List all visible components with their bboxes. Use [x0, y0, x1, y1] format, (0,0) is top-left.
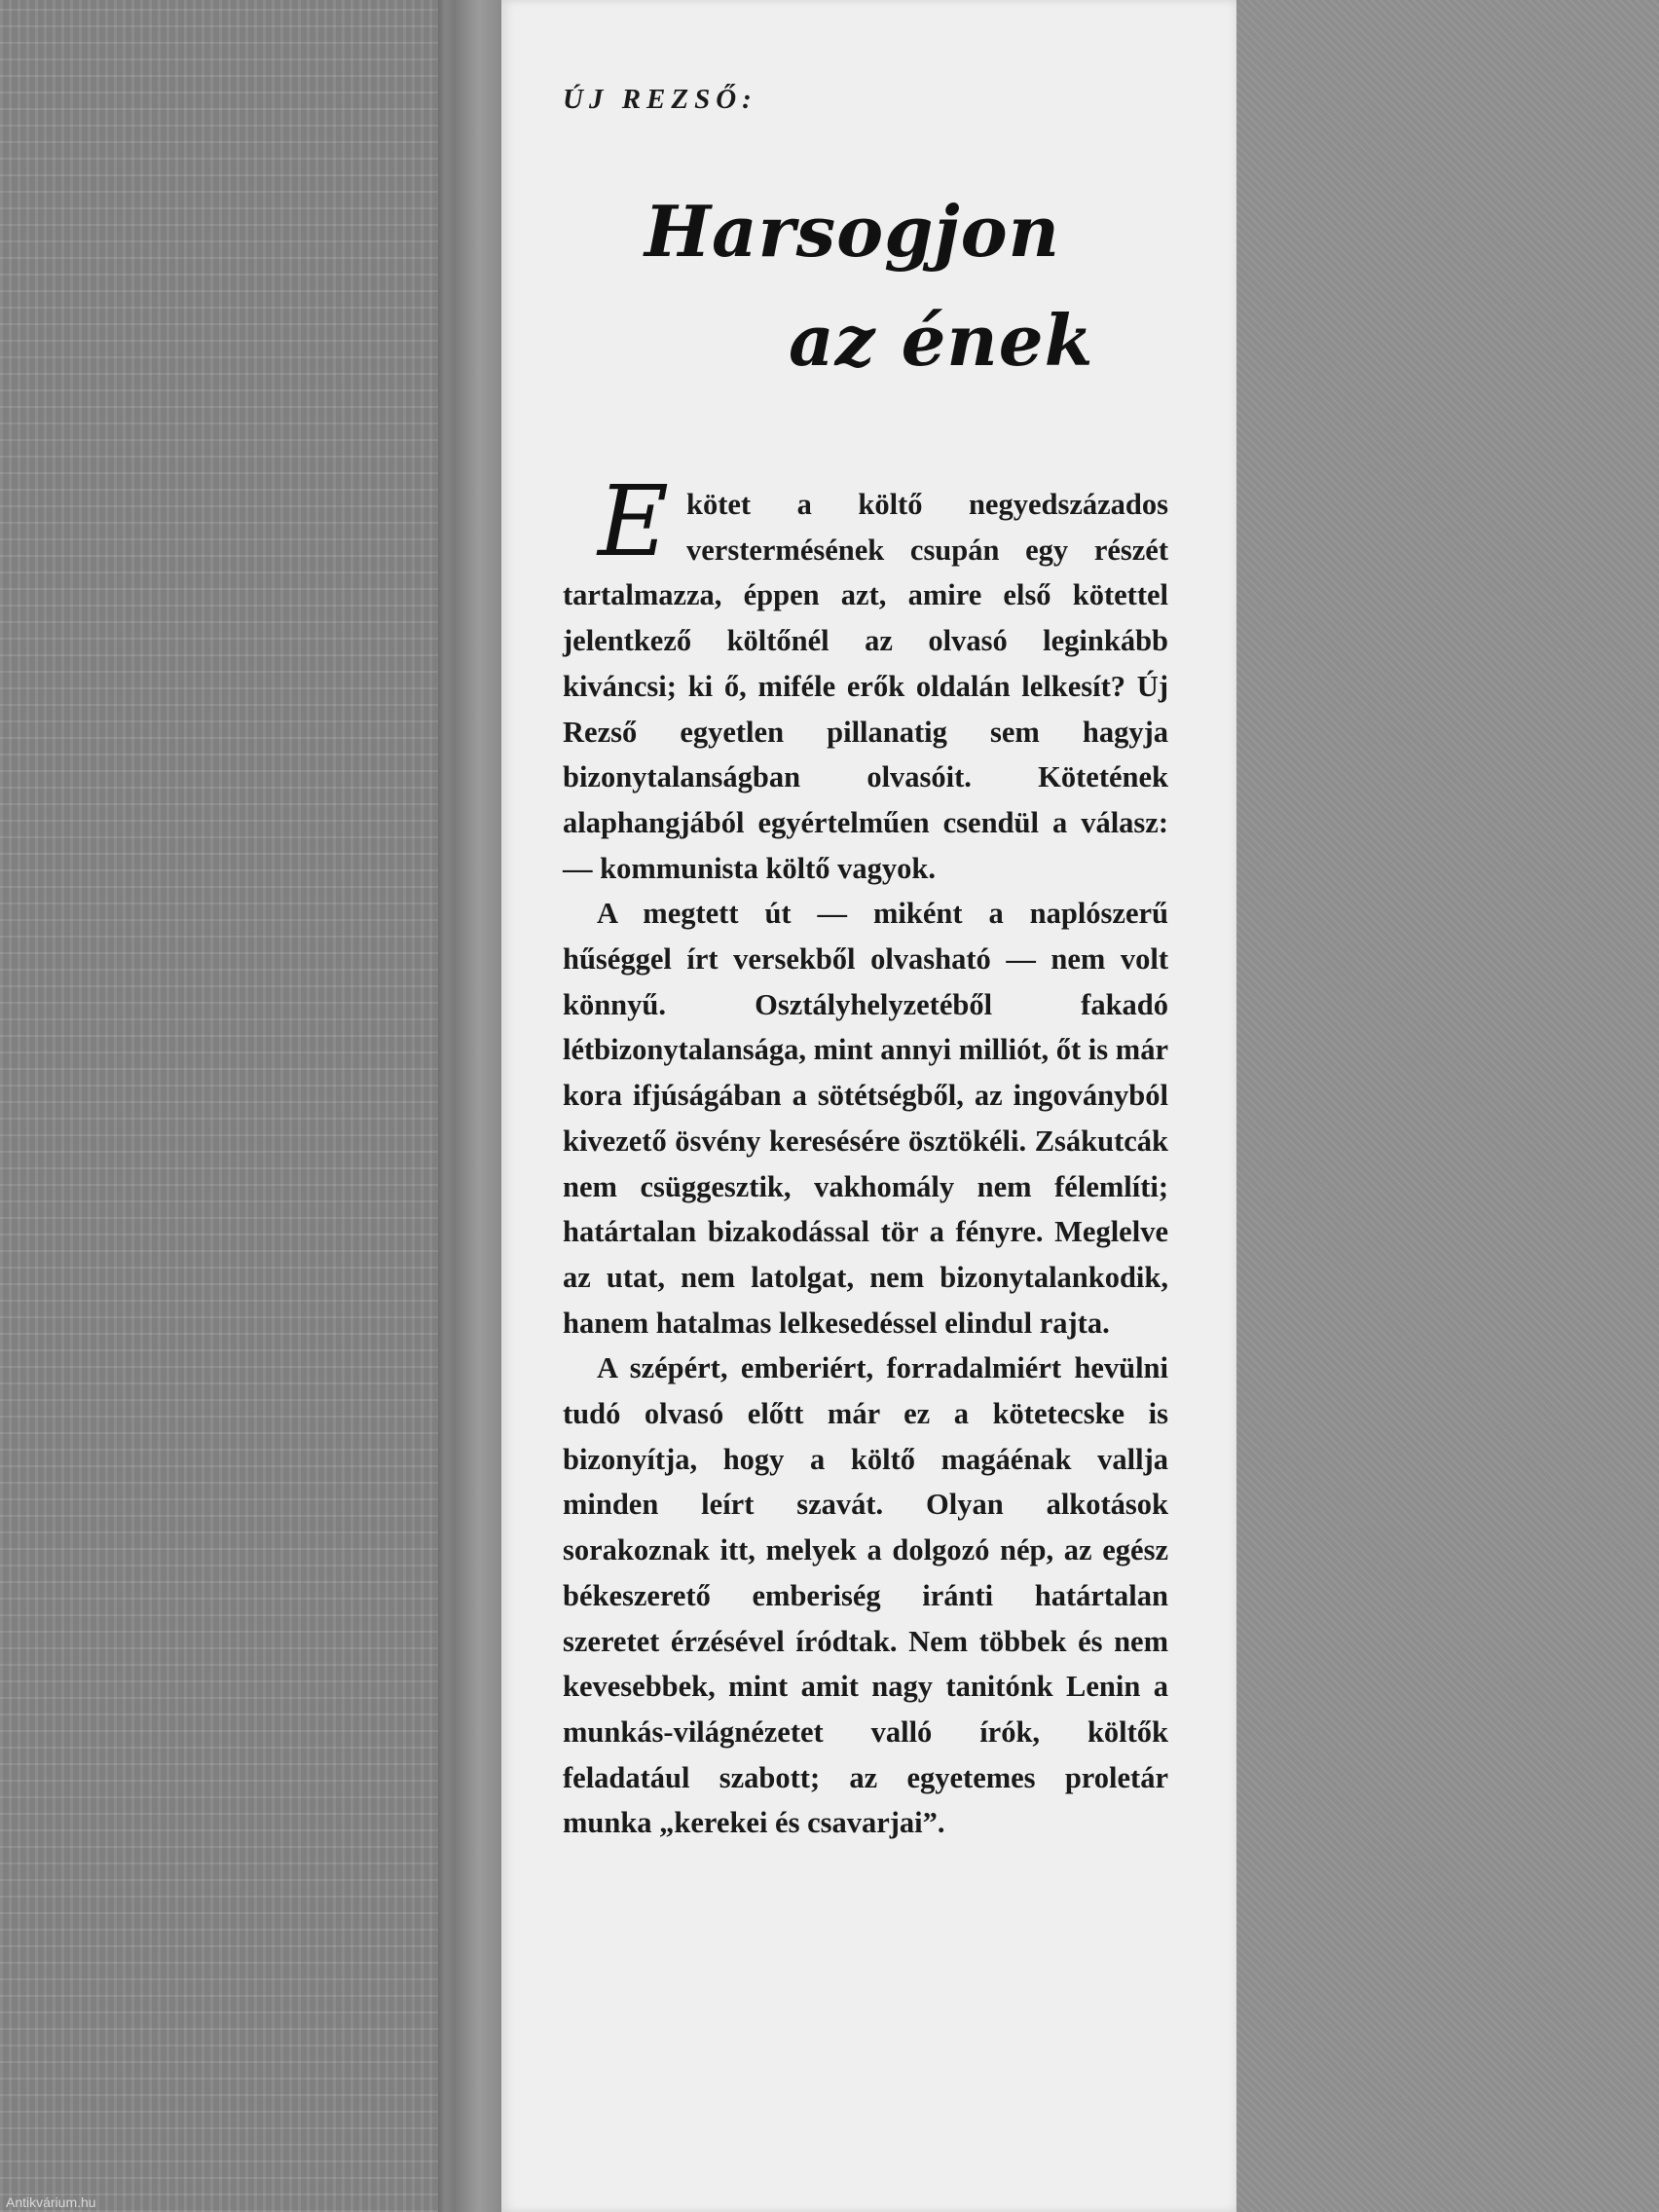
title-line-2: az ének [789, 299, 1094, 382]
drop-cap: E [598, 464, 669, 578]
watermark: Antikvárium.hu [6, 2194, 96, 2210]
paragraph-2: A megtett út — miként a naplószerű hűséggel írt versekből olvasható — nem volt könnyű. Osztályhelyzetéből fakadó létbizonytalansága, mint annyi milliót, őt is már kora ifjúságában a sötétségből, az ingoványból kivezető ösvény keresésére ösztökéli. Zsákutcák nem csüggesztik, vakhomály nem félemlíti; határtalan bizakodással tör a fényre. Meglelve az utat, nem latolgat, nem bizonytalankodik, hanem hatalmas lelkesedéssel elindul rajta. [563, 897, 1168, 1340]
blurb-text [563, 464, 1168, 1846]
title-line-1: Harsogjon [645, 190, 1060, 273]
right-book-board [1236, 0, 1659, 2212]
paragraph-1-text: kötet a költő negyedszázados verstermésének csupán egy részét tartalmazza, éppen azt, amire első kötettel jelentkező költőnél az olvasó leginkább kiváncsi; ki ő, miféle erők oldalán lelkesít? Új Rezső egyetlen pillanatig sem hagyja bizonytalanságban olvasóit. Kötetének alaphangjából egyértelműen csendül a válasz: — kommunista költő vagyok. [563, 488, 1168, 885]
board-seam [438, 0, 456, 2212]
paragraph-1 [563, 464, 1168, 891]
book-spine [456, 0, 501, 2212]
left-book-board [0, 0, 438, 2212]
author-name: ÚJ REZSŐ: [563, 84, 757, 115]
paragraph-3: A szépért, emberiért, forradalmiért hevülni tudó olvasó előtt már ez a kötetecske is bizonyítja, hogy a költő magáénak vallja minden leírt szavát. Olyan alkotások sorakoznak itt, melyek a dolgozó nép, az egész békeszerető emberiség iránti határtalan szeretet érzésével íródtak. Nem többek és nem kevesebbek, mint amit nagy tanitónk Lenin a munkás-világnézetet valló írók, költők feladatául szabott; az egyetemes proletár munka „kerekei és csavarjai”. [563, 1351, 1168, 1840]
